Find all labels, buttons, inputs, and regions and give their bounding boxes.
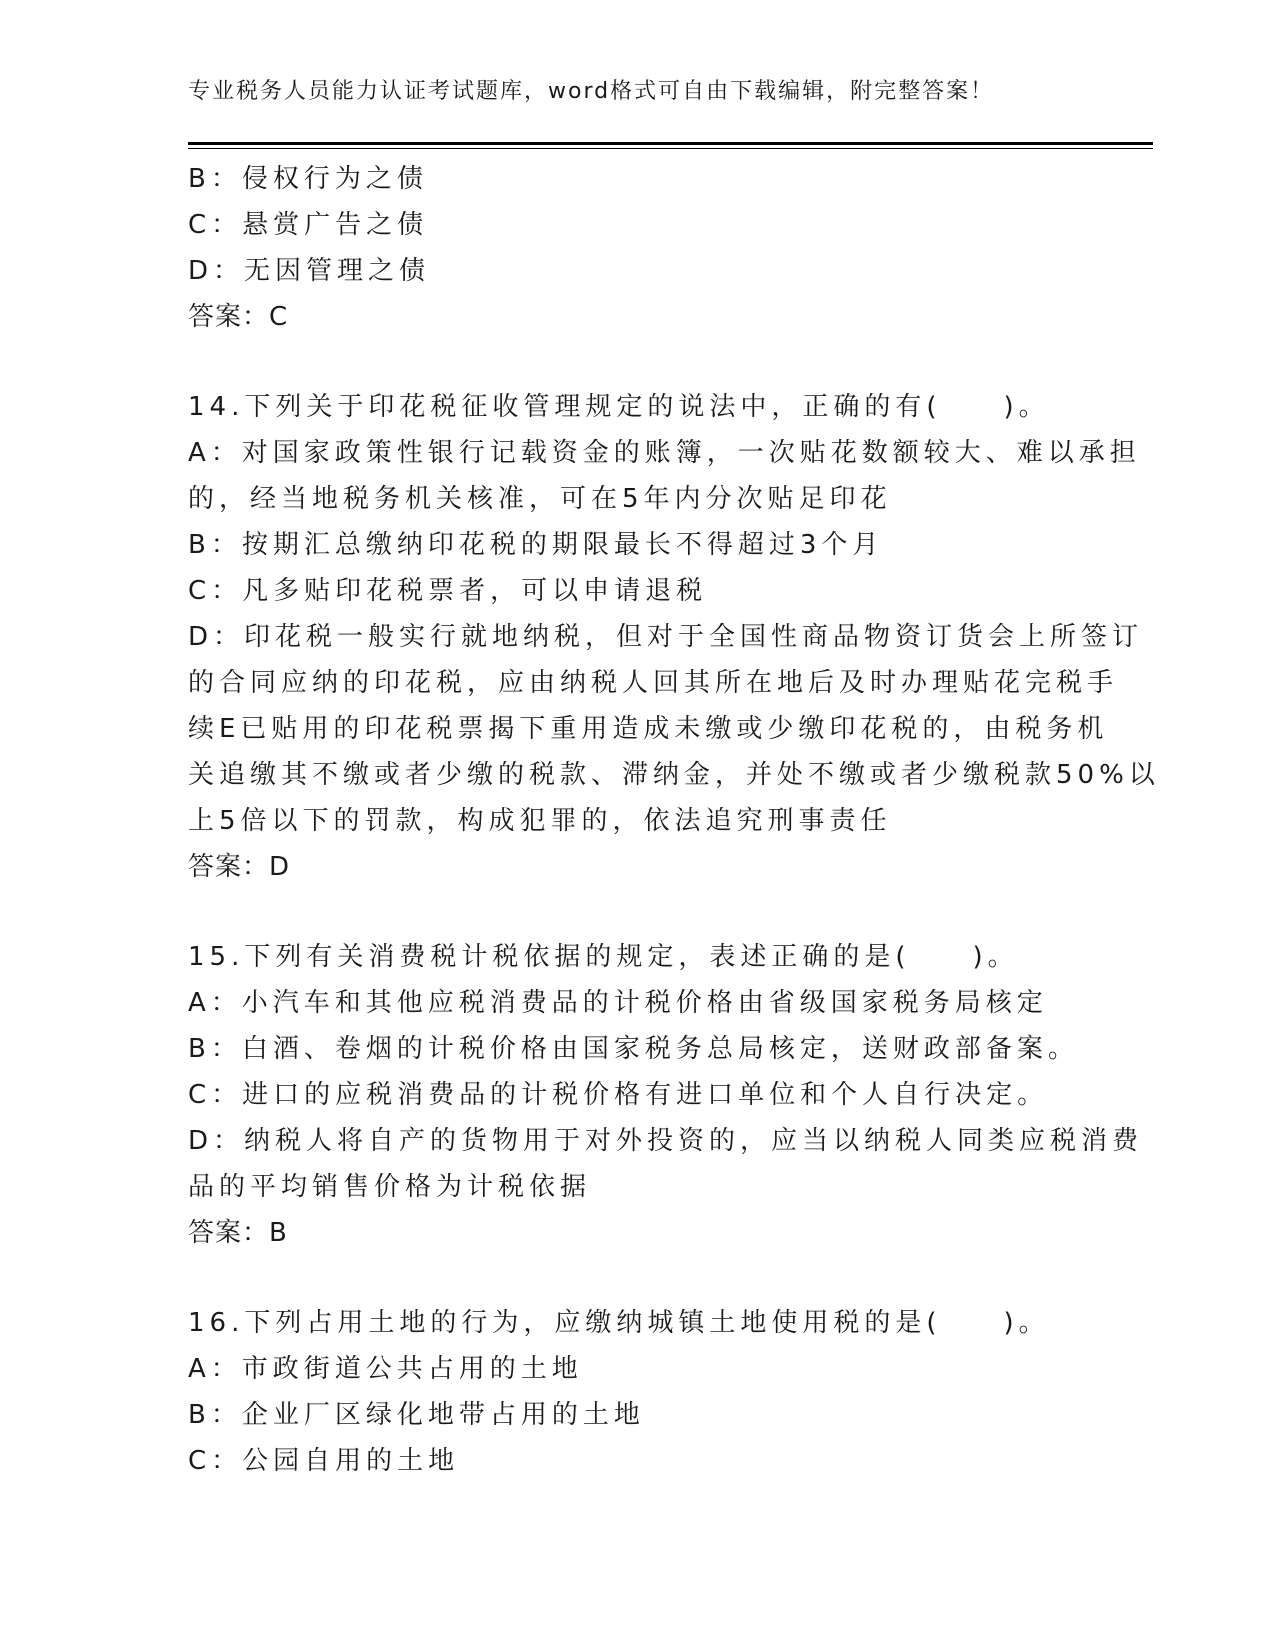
option-c: C：公园自用的土地 (188, 1446, 460, 1476)
question-stem: 15.下列有关消费税计税依据的规定，表述正确的是( )。 (188, 942, 1019, 972)
option-a-line-2: 的，经当地税务机关核准，可在5年内分次贴足印花 (188, 484, 892, 514)
document-body (188, 156, 1160, 1484)
option-b: B：白酒、卷烟的计税价格由国家税务总局核定，送财政部备案。 (188, 1034, 1079, 1064)
option-c: C：凡多贴印花税票者，可以申请退税 (188, 576, 708, 606)
option-b: B：按期汇总缴纳印花税的期限最长不得超过3个月 (188, 530, 884, 560)
option-c: C：悬赏广告之债 (188, 210, 429, 240)
option-d-line-2: 的合同应纳的印花税，应由纳税人回其所在地后及时办理贴花完税手 (188, 668, 1119, 698)
question-16 (188, 1300, 1088, 1484)
answer: 答案：B (188, 1218, 288, 1248)
option-d-line-1: D：印花税一般实行就地纳税，但对于全国性商品物资订货会上所签订 (188, 622, 1144, 652)
option-d-line-2: 品的平均销售价格为计税依据 (188, 1172, 592, 1202)
header-rule-thick (188, 142, 1153, 145)
spacer (188, 1256, 1088, 1300)
option-d-line-1: D：纳税人将自产的货物用于对外投资的，应当以纳税人同类应税消费 (188, 1126, 1144, 1156)
spacer (188, 340, 1088, 384)
answer: 答案：C (188, 302, 289, 332)
question-14 (188, 384, 1160, 890)
option-a: A：小汽车和其他应税消费品的计税价格由省级国家税务局核定 (188, 988, 1048, 1018)
answer: 答案：D (188, 852, 291, 882)
question-stem: 16.下列占用土地的行为，应缴纳城镇土地使用税的是( )。 (188, 1308, 1050, 1338)
option-c: C：进口的应税消费品的计税价格有进口单位和个人自行决定。 (188, 1080, 1049, 1110)
spacer (188, 890, 1088, 934)
option-a: A：市政街道公共占用的土地 (188, 1354, 583, 1384)
question-stem: 14.下列关于印花税征收管理规定的说法中，正确的有( )。 (188, 392, 1050, 422)
question-15 (188, 934, 1144, 1256)
option-d-line-3: 续E已贴用的印花税票揭下重用造成未缴或少缴印花税的，由税务机 (188, 714, 1109, 744)
option-a-line-1: A：对国家政策性银行记载资金的账簿，一次贴花数额较大、难以承担 (188, 438, 1141, 468)
option-b: B：侵权行为之债 (188, 164, 428, 194)
option-d: D：无因管理之债 (188, 256, 431, 286)
option-b: B：企业厂区绿化地带占用的土地 (188, 1400, 645, 1430)
option-d-line-5: 上5倍以下的罚款，构成犯罪的，依法追究刑事责任 (188, 806, 892, 836)
page-header: 专业税务人员能力认证考试题库，word格式可自由下载编辑，附完整答案！ (188, 79, 995, 104)
header-rule-thin (188, 148, 1153, 149)
option-d-line-4: 关追缴其不缴或者少缴的税款、滞纳金，并处不缴或者少缴税款50%以 (188, 760, 1160, 790)
question-13-tail (188, 156, 1088, 340)
